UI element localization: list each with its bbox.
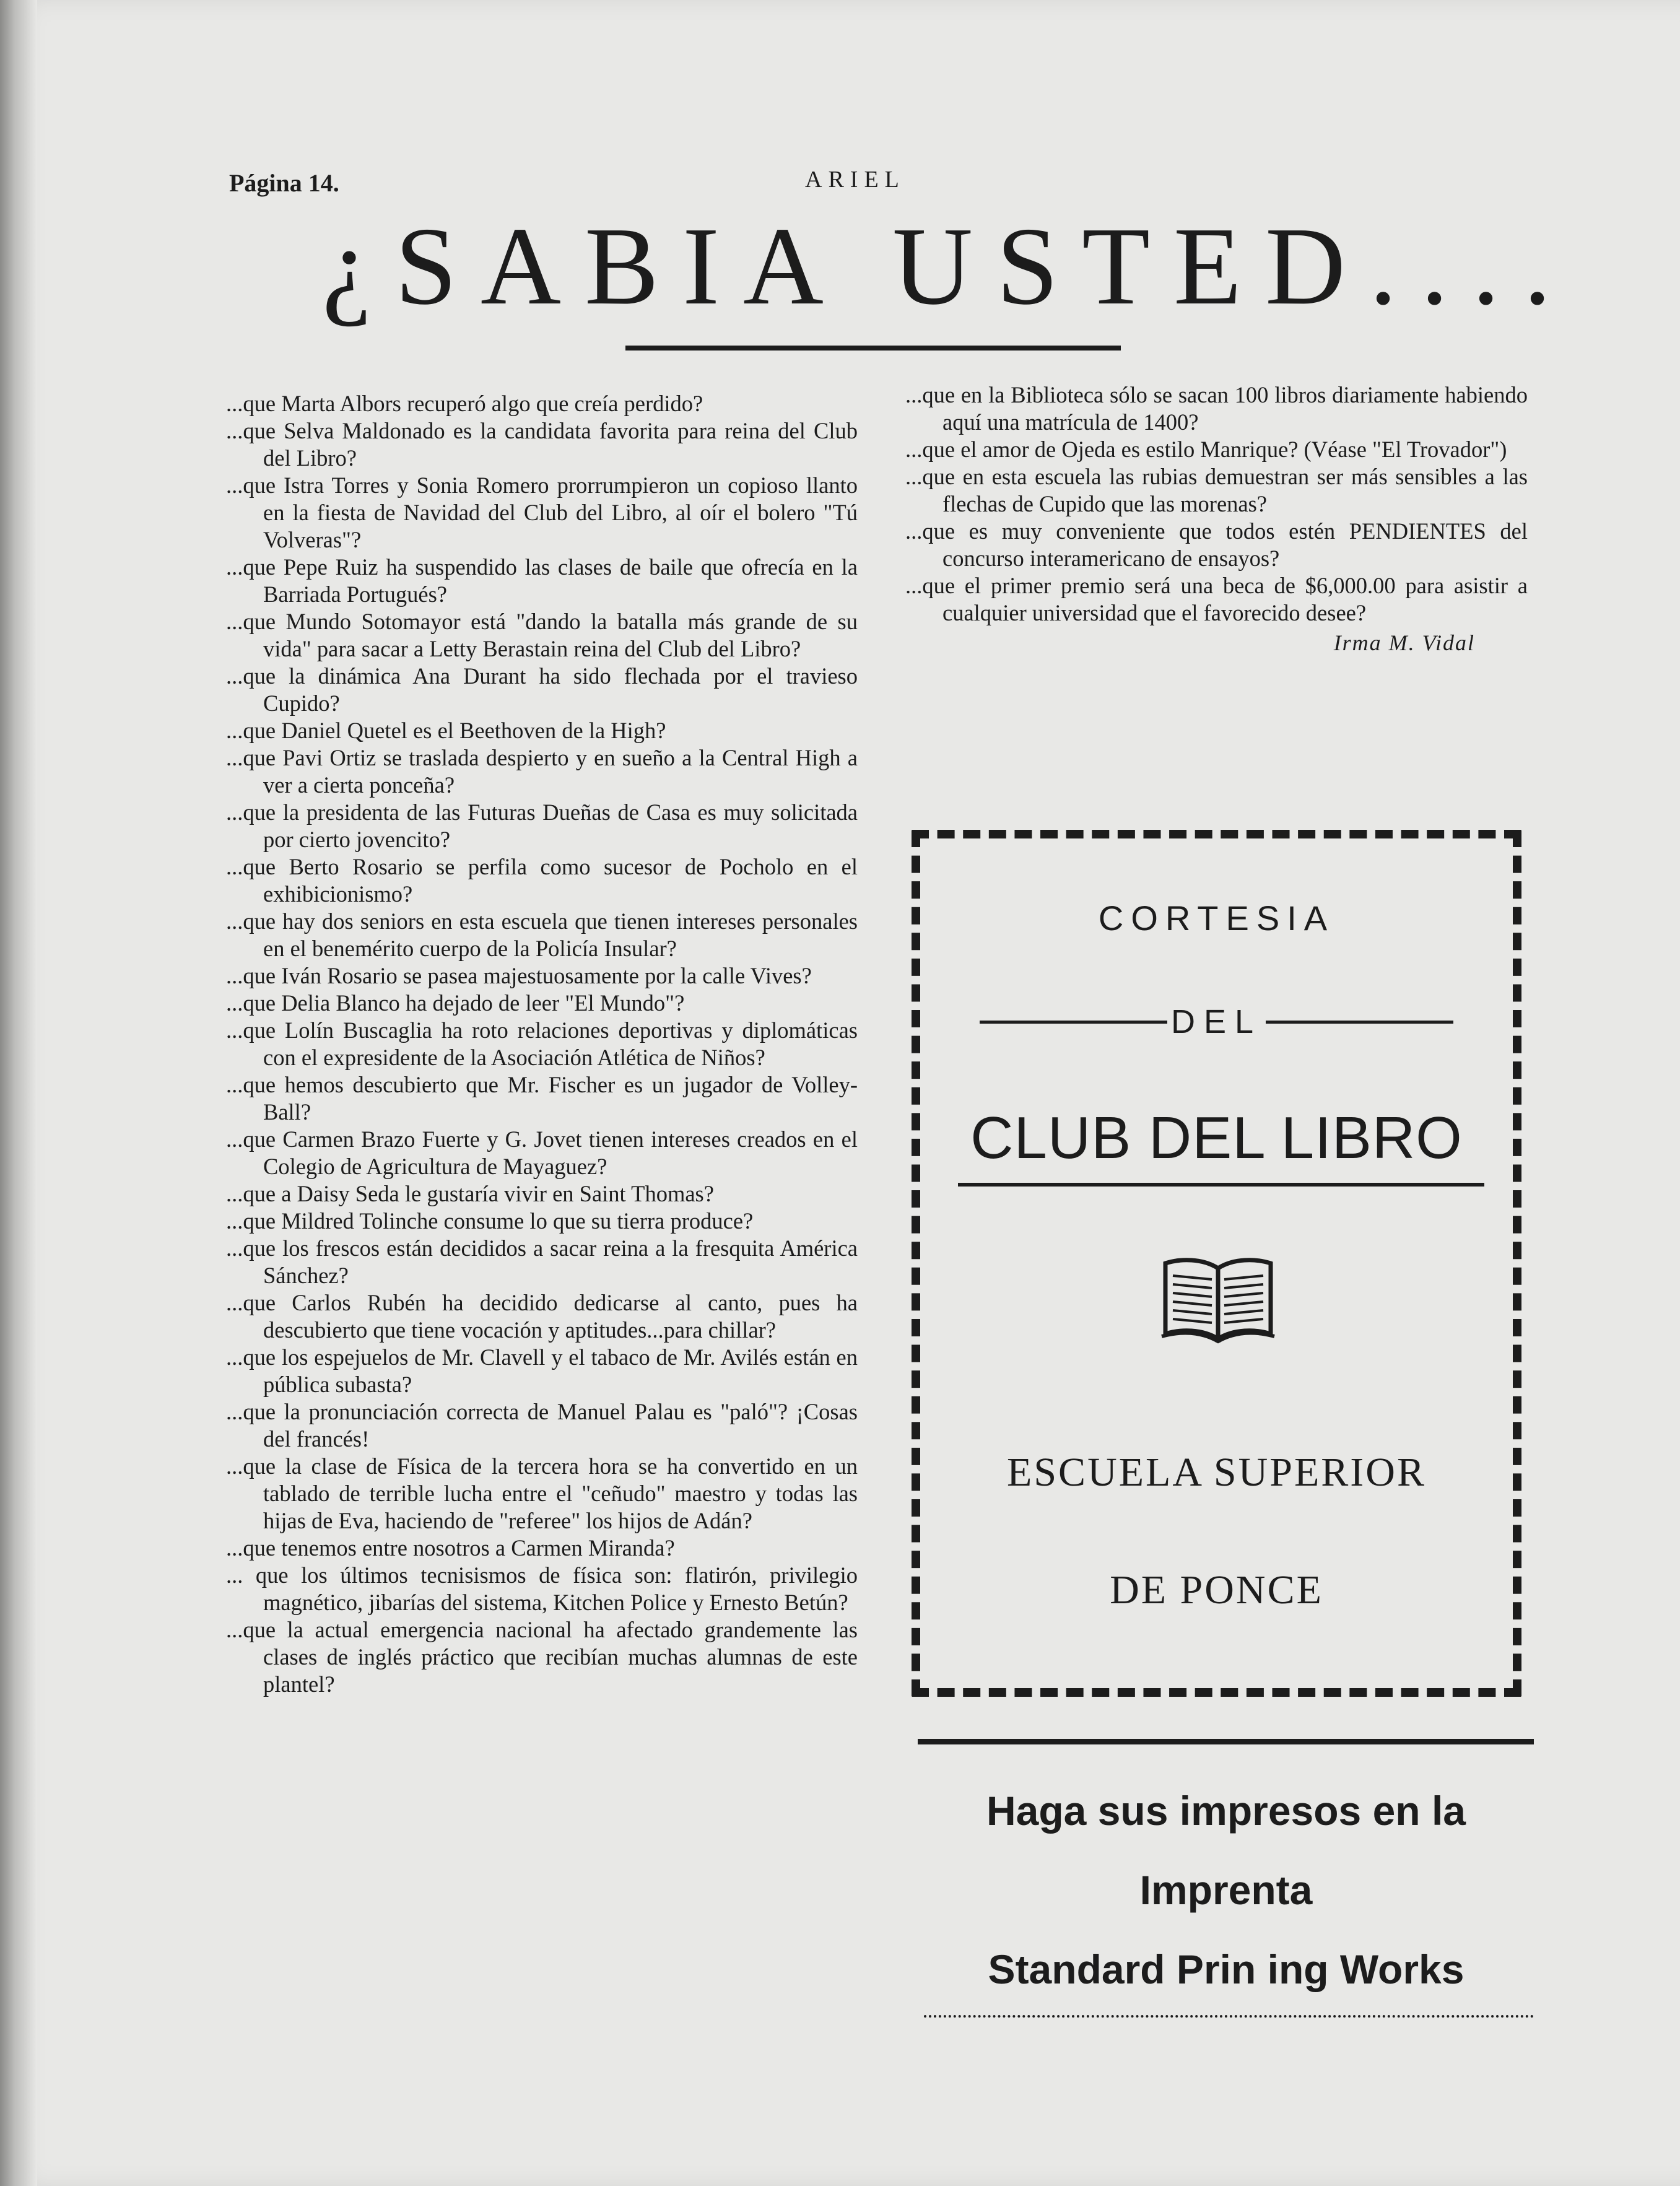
right-column-items bbox=[905, 381, 1528, 627]
ad-club-name: CLUB DEL LIBRO bbox=[970, 1105, 1463, 1171]
gossip-item: ...que Marta Albors recuperó algo que creía perdido? bbox=[226, 391, 703, 416]
gossip-item: ...que en esta escuela las rubias demuestran ser más sensibles a las flechas de Cupido que las morenas? bbox=[905, 464, 1528, 516]
gossip-item: ...que Pavi Ortiz se traslada despierto y en sueño a la Central High a ver a cierta ponceña? bbox=[226, 745, 858, 798]
ad-del: DEL bbox=[1170, 1003, 1263, 1040]
gossip-item: ...que la presidenta de las Futuras Dueñas de Casa es muy solicitada por cierto jovencito? bbox=[226, 799, 858, 852]
club-ad bbox=[912, 830, 1521, 1697]
gossip-item: ...que Carlos Rubén ha decidido dedicarse al canto, pues ha descubierto que tiene vocación y aptitudes...para chillar? bbox=[226, 1290, 858, 1343]
headline-rule bbox=[625, 346, 1121, 351]
gossip-item: ...que el primer premio será una beca de $6,000.00 para asistir a cualquier universidad que el favorecido desee? bbox=[905, 573, 1528, 625]
gossip-item: ... que los últimos tecnisismos de física son: flatirón, privilegio magnético, jibarías del sistema, Kitchen Police y Ernesto Betún? bbox=[226, 1562, 858, 1615]
gossip-item: ...que Lolín Buscaglia ha roto relaciones deportivas y diplomáticas con el expresidente de la Asociación Atlética de Niños? bbox=[226, 1017, 858, 1070]
ad-ponce: DE PONCE bbox=[1110, 1567, 1323, 1613]
gossip-item: ...que hemos descubierto que Mr. Fischer es un jugador de Volley-Ball? bbox=[226, 1072, 858, 1125]
headline: ¿SABIA USTED.... bbox=[322, 204, 1575, 328]
print-ad-line3: Standard Prin ing Works bbox=[988, 1946, 1465, 1992]
gossip-item: ...que Istra Torres y Sonia Romero prorrumpieron un copioso llanto en la fiesta de Navidad del Club del Libro, al oír el bolero "Tú Volveras"? bbox=[226, 472, 858, 552]
print-ad-line2: Imprenta bbox=[1139, 1867, 1313, 1913]
left-column bbox=[226, 390, 858, 1698]
gossip-item: ...que la actual emergencia nacional ha afectado grandemente las clases de inglés práctico que recibían muchas alumnas de este plantel? bbox=[226, 1617, 858, 1697]
del-right-line bbox=[1266, 1021, 1453, 1024]
print-ad bbox=[910, 1771, 1542, 2009]
magazine-name: ARIEL bbox=[805, 167, 905, 193]
gossip-item: ...que el amor de Ojeda es estilo Manrique? (Véase "El Trovador") bbox=[905, 437, 1507, 462]
gossip-item: ...que la pronunciación correcta de Manuel Palau es "paló"? ¡Cosas del francés! bbox=[226, 1399, 858, 1452]
page-number: Página 14. bbox=[229, 169, 339, 197]
signature: Irma M. Vidal bbox=[1333, 630, 1475, 655]
gossip-item: ...que es muy conveniente que todos estén PENDIENTES del concurso interamericano de ensayos? bbox=[905, 518, 1528, 571]
ad-cortesia: CORTESIA bbox=[1098, 899, 1335, 938]
ad-escuela: ESCUELA SUPERIOR bbox=[1007, 1450, 1426, 1495]
binding-edge bbox=[0, 0, 37, 2186]
gossip-item: ...que los frescos están decididos a sacar reina a la fresquita América Sánchez? bbox=[226, 1235, 858, 1288]
gossip-item: ...que Selva Maldonado es la candidata favorita para reina del Club del Libro? bbox=[226, 418, 858, 471]
club-rule bbox=[958, 1183, 1484, 1187]
bottom-dotted-rule bbox=[924, 2013, 1534, 2018]
print-ad-rule bbox=[918, 1739, 1534, 1744]
open-book-icon bbox=[1159, 1257, 1277, 1344]
ad-del-row bbox=[980, 1003, 1453, 1040]
right-column bbox=[905, 381, 1528, 656]
gossip-item: ...que Mundo Sotomayor está "dando la batalla más grande de su vida" para sacar a Letty Berastain reina del Club del Libro? bbox=[226, 609, 858, 661]
gossip-item: ...que Iván Rosario se pasea majestuosamente por la calle Vives? bbox=[226, 963, 812, 988]
gossip-item: ...que hay dos seniors en esta escuela que tienen intereses personales en el benemérito cuerpo de la Policía Insular? bbox=[226, 908, 858, 961]
gossip-item: ...que los espejuelos de Mr. Clavell y el tabaco de Mr. Avilés están en pública subasta? bbox=[226, 1344, 858, 1397]
gossip-item: ...que Berto Rosario se perfila como sucesor de Pocholo en el exhibicionismo? bbox=[226, 854, 858, 907]
gossip-item: ...que Mildred Tolinche consume lo que su tierra produce? bbox=[226, 1208, 754, 1234]
gossip-item: ...que Delia Blanco ha dejado de leer "El Mundo"? bbox=[226, 990, 685, 1016]
gossip-item: ...que Daniel Quetel es el Beethoven de la High? bbox=[226, 718, 666, 743]
gossip-item: ...que la clase de Física de la tercera hora se ha convertido en un tablado de terrible lucha entre el "ceñudo" maestro y todas las hijas de Eva, haciendo de "referee" los hijos de Adán? bbox=[226, 1453, 858, 1533]
gossip-item: ...que a Daisy Seda le gustaría vivir en Saint Thomas? bbox=[226, 1181, 714, 1206]
gossip-item: ...que Pepe Ruiz ha suspendido las clases de baile que ofrecía en la Barriada Portugués? bbox=[226, 554, 858, 607]
gossip-item: ...que la dinámica Ana Durant ha sido flechada por el travieso Cupido? bbox=[226, 663, 858, 716]
del-left-line bbox=[980, 1021, 1167, 1024]
print-ad-line1: Haga sus impresos en la bbox=[986, 1788, 1466, 1834]
gossip-item: ...que tenemos entre nosotros a Carmen Miranda? bbox=[226, 1535, 675, 1561]
gossip-item: ...que en la Biblioteca sólo se sacan 100 libros diariamente habiendo aquí una matrícula de 1400? bbox=[905, 382, 1528, 435]
gossip-item: ...que Carmen Brazo Fuerte y G. Jovet tienen intereses creados en el Colegio de Agricultura de Mayaguez? bbox=[226, 1126, 858, 1179]
